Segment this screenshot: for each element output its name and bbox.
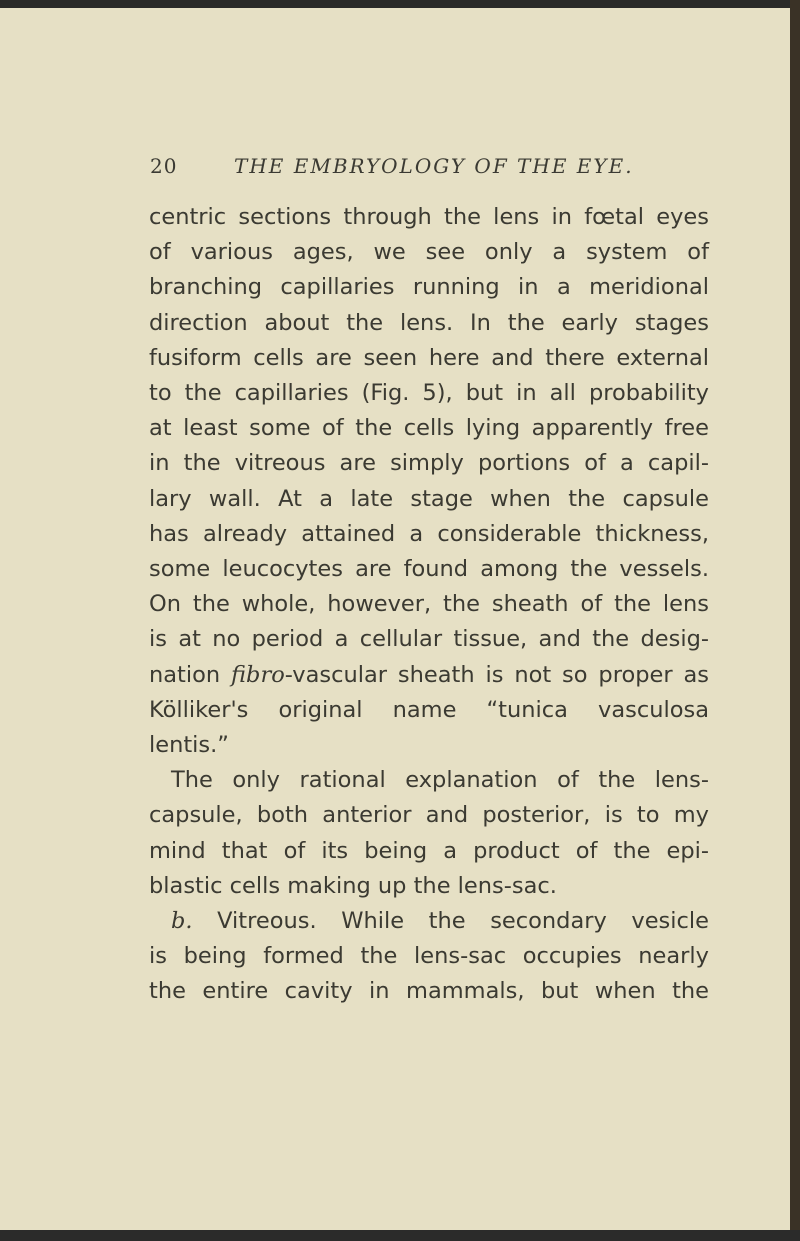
page-number: 20 xyxy=(150,154,178,178)
text-line: On the whole, however, the sheath of the lens xyxy=(149,591,709,618)
italic-term: fibro xyxy=(231,661,285,688)
text-line: in the vitreous are simply portions of a capil- xyxy=(149,450,709,477)
page-edge-right xyxy=(790,0,800,1241)
text-segment: Vitreous. While the secondary vesicle xyxy=(192,908,709,935)
text-line: of various ages, we see only a system of xyxy=(149,239,709,266)
text-line: capsule, both anterior and posterior, is to my xyxy=(149,802,709,829)
paragraph-start-line: The only rational explanation of the lens- xyxy=(171,767,709,794)
text-line: at least some of the cells lying apparently free xyxy=(149,415,709,442)
text-line: has already attained a considerable thickness, xyxy=(149,520,709,547)
text-line xyxy=(149,658,709,693)
section-heading-line xyxy=(149,904,709,939)
text-line: is being formed the lens-sac occupies nearly xyxy=(149,943,709,970)
text-segment: -vascular sheath is not so proper as xyxy=(284,661,709,688)
running-title: THE EMBRYOLOGY OF THE EYE. xyxy=(234,154,634,178)
text-line: is at no period a cellular tissue, and the desig- xyxy=(149,626,709,653)
text-line: blastic cells making up the lens-sac. xyxy=(149,872,557,899)
text-line: direction about the lens. In the early stages xyxy=(149,309,709,336)
text-line: centric sections through the lens in fœtal eyes xyxy=(149,204,709,230)
body-text xyxy=(149,200,709,1010)
text-line: mind that of its being a product of the epi- xyxy=(149,837,709,864)
text-line: the entire cavity in mammals, but when the xyxy=(149,978,709,1005)
text-line: Kölliker's original name “tunica vasculosa xyxy=(149,696,709,723)
text-line: branching capillaries running in a meridional xyxy=(149,274,709,301)
page-edge-bottom xyxy=(0,1230,800,1241)
page-header xyxy=(150,154,634,178)
book-page xyxy=(0,8,790,1230)
text-line: fusiform cells are seen here and there external xyxy=(149,344,709,371)
section-label: b. xyxy=(171,908,193,935)
text-line: some leucocytes are found among the vessels. xyxy=(149,556,709,583)
text-line: lentis.” xyxy=(149,732,229,759)
text-segment: nation xyxy=(149,661,232,688)
text-line: lary wall. At a late stage when the capsule xyxy=(149,485,709,512)
text-line: to the capillaries (Fig. 5), but in all probability xyxy=(149,380,709,407)
